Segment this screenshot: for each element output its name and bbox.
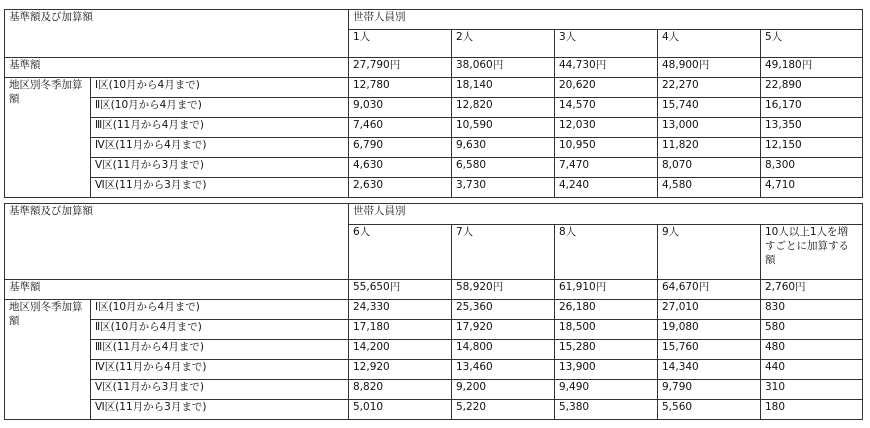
table-row <box>5 98 863 118</box>
cell: 17,920 <box>452 320 555 340</box>
cell: 22,890 <box>761 78 863 98</box>
cell: 17,180 <box>349 320 452 340</box>
cell: 19,080 <box>658 320 761 340</box>
cell: 8,820 <box>349 380 452 400</box>
base-label: 基準額 <box>5 280 349 300</box>
cell: 12,780 <box>349 78 452 98</box>
cell: 9,490 <box>555 380 658 400</box>
cell: 9,630 <box>452 138 555 158</box>
cell: 22,270 <box>658 78 761 98</box>
cell: 12,150 <box>761 138 863 158</box>
cell: 12,820 <box>452 98 555 118</box>
base-value: 64,670円 <box>658 280 761 300</box>
cell: 830 <box>761 300 863 320</box>
cell: 14,800 <box>452 340 555 360</box>
table-row <box>5 158 863 178</box>
allowance-table-2 <box>4 203 863 420</box>
cell: 4,240 <box>555 178 658 198</box>
group-header: 世帯人員別 <box>349 204 863 225</box>
cell: 5,010 <box>349 400 452 420</box>
base-label: 基準額 <box>5 58 349 78</box>
cell: 310 <box>761 380 863 400</box>
cell: 4,710 <box>761 178 863 198</box>
row-label: Ⅱ区(10月から4月まで) <box>91 98 349 118</box>
row-label: Ⅴ区(11月から3月まで) <box>91 380 349 400</box>
column-header: 5人 <box>761 30 863 58</box>
cell: 12,920 <box>349 360 452 380</box>
cell: 3,730 <box>452 178 555 198</box>
column-header: 10人以上1人を増すごとに加算する額 <box>761 225 863 280</box>
cell: 10,590 <box>452 118 555 138</box>
table-row <box>5 400 863 420</box>
base-value: 58,920円 <box>452 280 555 300</box>
cell: 6,790 <box>349 138 452 158</box>
column-header: 6人 <box>349 225 452 280</box>
cell: 8,300 <box>761 158 863 178</box>
table-row <box>5 340 863 360</box>
base-value: 61,910円 <box>555 280 658 300</box>
cell: 14,570 <box>555 98 658 118</box>
cell: 10,950 <box>555 138 658 158</box>
row-label: Ⅲ区(11月から4月まで) <box>91 340 349 360</box>
base-value: 44,730円 <box>555 58 658 78</box>
cell: 14,340 <box>658 360 761 380</box>
column-header: 2人 <box>452 30 555 58</box>
allowance-table-1 <box>4 9 863 198</box>
cell: 14,200 <box>349 340 452 360</box>
row-label: Ⅰ区(10月から4月まで) <box>91 300 349 320</box>
table-row <box>5 320 863 340</box>
cell: 5,380 <box>555 400 658 420</box>
cell: 12,030 <box>555 118 658 138</box>
cell: 9,030 <box>349 98 452 118</box>
base-value: 48,900円 <box>658 58 761 78</box>
cell: 13,000 <box>658 118 761 138</box>
cell: 7,470 <box>555 158 658 178</box>
table-row <box>5 178 863 198</box>
table-row <box>5 380 863 400</box>
column-header: 3人 <box>555 30 658 58</box>
table-row <box>5 118 863 138</box>
row-label: Ⅵ区(11月から3月まで) <box>91 400 349 420</box>
column-header: 4人 <box>658 30 761 58</box>
cell: 440 <box>761 360 863 380</box>
cell: 15,280 <box>555 340 658 360</box>
row-label: Ⅴ区(11月から3月まで) <box>91 158 349 178</box>
cell: 26,180 <box>555 300 658 320</box>
base-value: 55,650円 <box>349 280 452 300</box>
cell: 2,630 <box>349 178 452 198</box>
cell: 15,760 <box>658 340 761 360</box>
table-row <box>5 300 863 320</box>
table-row <box>5 360 863 380</box>
cell: 4,630 <box>349 158 452 178</box>
table-row <box>5 138 863 158</box>
cell: 180 <box>761 400 863 420</box>
group-header: 世帯人員別 <box>349 10 863 30</box>
cell: 6,580 <box>452 158 555 178</box>
cell: 13,900 <box>555 360 658 380</box>
base-value: 49,180円 <box>761 58 863 78</box>
table-header: 基準額及び加算額 <box>5 10 349 58</box>
cell: 25,360 <box>452 300 555 320</box>
cell: 4,580 <box>658 178 761 198</box>
row-label: Ⅳ区(11月から4月まで) <box>91 360 349 380</box>
cell: 9,790 <box>658 380 761 400</box>
column-header: 9人 <box>658 225 761 280</box>
base-value: 27,790円 <box>349 58 452 78</box>
row-label: Ⅲ区(11月から4月まで) <box>91 118 349 138</box>
cell: 13,460 <box>452 360 555 380</box>
column-header: 1人 <box>349 30 452 58</box>
cell: 9,200 <box>452 380 555 400</box>
base-value: 38,060円 <box>452 58 555 78</box>
cell: 5,220 <box>452 400 555 420</box>
cell: 580 <box>761 320 863 340</box>
row-label: Ⅳ区(11月から4月まで) <box>91 138 349 158</box>
cell: 27,010 <box>658 300 761 320</box>
cell: 18,140 <box>452 78 555 98</box>
table-header: 基準額及び加算額 <box>5 204 349 280</box>
cell: 16,170 <box>761 98 863 118</box>
cell: 20,620 <box>555 78 658 98</box>
column-header: 8人 <box>555 225 658 280</box>
cell: 8,070 <box>658 158 761 178</box>
cell: 480 <box>761 340 863 360</box>
cell: 13,350 <box>761 118 863 138</box>
column-header: 7人 <box>452 225 555 280</box>
row-label: Ⅰ区(10月から4月まで) <box>91 78 349 98</box>
row-label: Ⅱ区(10月から4月まで) <box>91 320 349 340</box>
cell: 5,560 <box>658 400 761 420</box>
winter-label: 地区別冬季加算額 <box>5 300 91 420</box>
base-value: 2,760円 <box>761 280 863 300</box>
winter-label: 地区別冬季加算額 <box>5 78 91 198</box>
cell: 18,500 <box>555 320 658 340</box>
row-label: Ⅵ区(11月から3月まで) <box>91 178 349 198</box>
cell: 7,460 <box>349 118 452 138</box>
cell: 11,820 <box>658 138 761 158</box>
cell: 24,330 <box>349 300 452 320</box>
table-row <box>5 78 863 98</box>
cell: 15,740 <box>658 98 761 118</box>
